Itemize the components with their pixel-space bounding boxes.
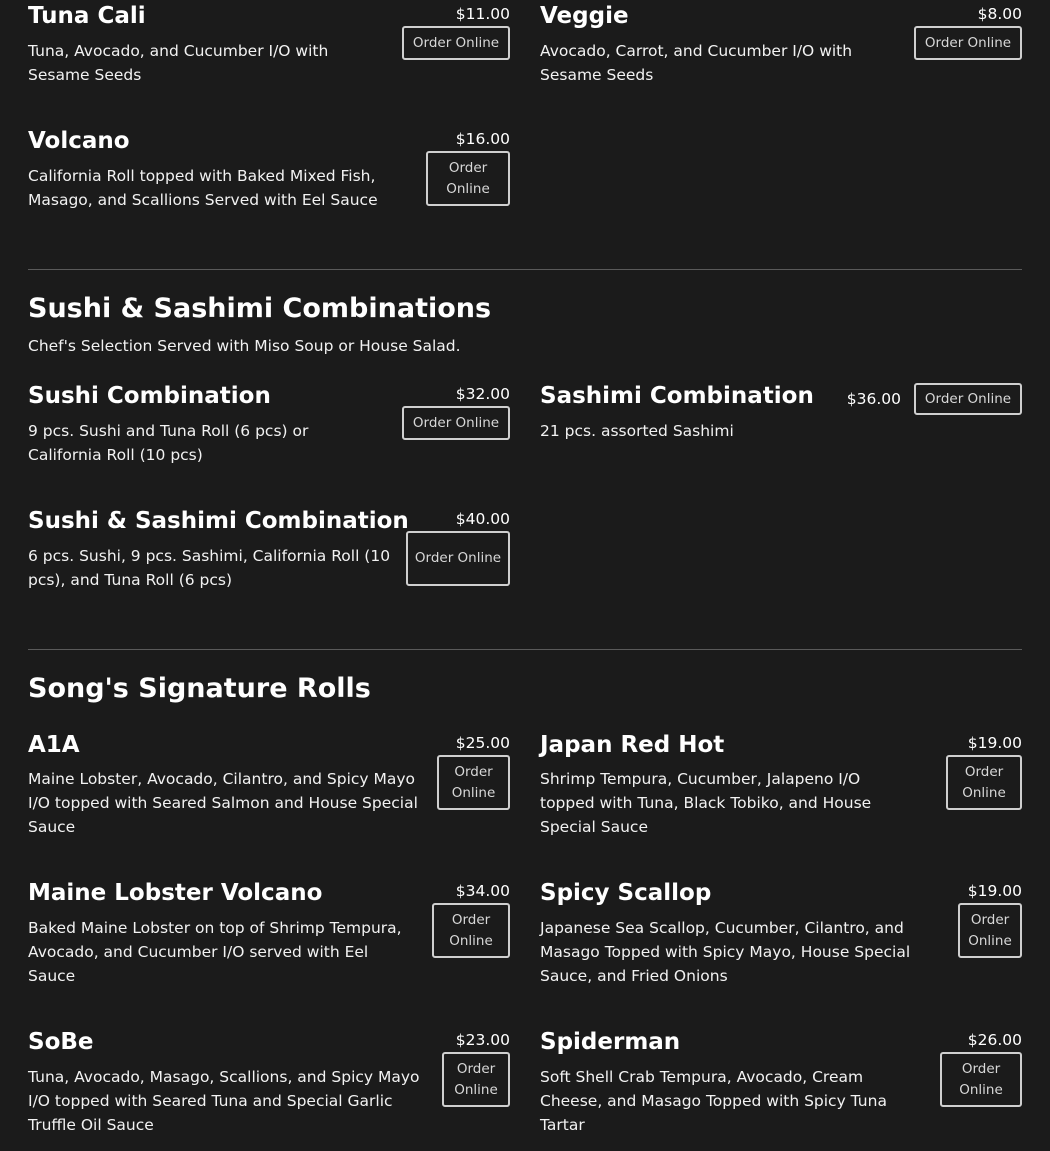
item-name: Sashimi Combination — [540, 383, 814, 409]
menu-item — [540, 1026, 1022, 1146]
item-name: Veggie — [540, 3, 629, 29]
item-description: Soft Shell Crab Tempura, Avocado, Cream Cheese, and Masago Topped with Spicy Tuna Tartar — [540, 1068, 887, 1134]
item-name: Japan Red Hot — [540, 732, 725, 758]
section-divider — [28, 649, 1022, 650]
order-online-button[interactable]: Order Online — [958, 903, 1022, 958]
item-price: $11.00 — [455, 5, 510, 23]
item-description: 21 pcs. assorted Sashimi — [540, 422, 734, 440]
menu-item — [28, 0, 510, 100]
item-description: Tuna, Avocado, and Cucumber I/O with Sesame Seeds — [28, 42, 329, 84]
order-online-button[interactable]: Order Online — [914, 26, 1022, 60]
section-title: Sushi & Sashimi Combinations — [28, 293, 492, 324]
item-description: Baked Maine Lobster on top of Shrimp Tempura, Avocado, and Cucumber I/O served with Eel Sauce — [28, 919, 402, 985]
order-online-button[interactable]: Order Online — [432, 903, 510, 958]
item-description: 6 pcs. Sushi, 9 pcs. Sashimi, California Roll (10 pcs), and Tuna Roll (6 pcs) — [28, 547, 391, 589]
item-price: $19.00 — [967, 734, 1022, 752]
item-name: SoBe — [28, 1029, 94, 1055]
order-online-button[interactable]: Order Online — [946, 755, 1022, 810]
item-name: Sushi Combination — [28, 383, 271, 409]
menu-item — [28, 125, 510, 225]
item-price: $32.00 — [455, 385, 510, 403]
section-subtitle: Chef's Selection Served with Miso Soup or House Salad. — [28, 337, 461, 355]
item-price: $36.00 — [846, 390, 901, 408]
order-online-button[interactable]: Order Online — [426, 151, 510, 206]
item-name: Volcano — [28, 128, 130, 154]
section-title: Song's Signature Rolls — [28, 673, 371, 704]
item-price: $16.00 — [455, 130, 510, 148]
item-description: California Roll topped with Baked Mixed Fish, Masago, and Scallions Served with Eel Sauce — [28, 167, 378, 209]
order-online-button[interactable]: Order Online — [437, 755, 510, 810]
item-price: $23.00 — [455, 1031, 510, 1049]
item-price: $40.00 — [455, 510, 510, 528]
item-name: A1A — [28, 732, 80, 758]
item-description: Shrimp Tempura, Cucumber, Jalapeno I/O topped with Tuna, Black Tobiko, and House Special Sauce — [540, 770, 872, 836]
menu-item — [28, 729, 510, 849]
menu-item — [28, 505, 510, 605]
item-price: $34.00 — [455, 882, 510, 900]
item-name: Sushi & Sashimi Combination — [28, 508, 409, 534]
item-description: Maine Lobster, Avocado, Cilantro, and Spicy Mayo I/O topped with Seared Salmon and House Special Sauce — [28, 770, 418, 836]
item-description: 9 pcs. Sushi and Tuna Roll (6 pcs) or California Roll (10 pcs) — [28, 422, 309, 464]
menu-item — [28, 877, 510, 997]
menu-item — [540, 729, 1022, 849]
item-name: Spicy Scallop — [540, 880, 712, 906]
item-price: $26.00 — [967, 1031, 1022, 1049]
order-online-button[interactable]: Order Online — [402, 406, 510, 440]
menu-item — [28, 1026, 510, 1146]
item-name: Maine Lobster Volcano — [28, 880, 323, 906]
menu-item — [28, 380, 510, 480]
section-divider — [28, 269, 1022, 270]
menu-item — [540, 380, 1022, 460]
order-online-button[interactable]: Order Online — [914, 383, 1022, 415]
item-price: $25.00 — [455, 734, 510, 752]
item-price: $19.00 — [967, 882, 1022, 900]
item-description: Japanese Sea Scallop, Cucumber, Cilantro, and Masago Topped with Spicy Mayo, House Special Sauce, and Fried Onions — [540, 919, 911, 985]
item-name: Spiderman — [540, 1029, 681, 1055]
order-online-button[interactable]: Order Online — [402, 26, 510, 60]
menu-item — [540, 877, 1022, 997]
item-description: Avocado, Carrot, and Cucumber I/O with Sesame Seeds — [540, 42, 853, 84]
order-online-button[interactable]: Order Online — [406, 531, 510, 586]
item-description: Tuna, Avocado, Masago, Scallions, and Spicy Mayo I/O topped with Seared Tuna and Special Garlic Truffle Oil Sauce — [28, 1068, 420, 1134]
order-online-button[interactable]: Order Online — [940, 1052, 1022, 1107]
item-name: Tuna Cali — [28, 3, 146, 29]
order-online-button[interactable]: Order Online — [442, 1052, 510, 1107]
item-price: $8.00 — [977, 5, 1022, 23]
menu-item — [540, 0, 1022, 100]
